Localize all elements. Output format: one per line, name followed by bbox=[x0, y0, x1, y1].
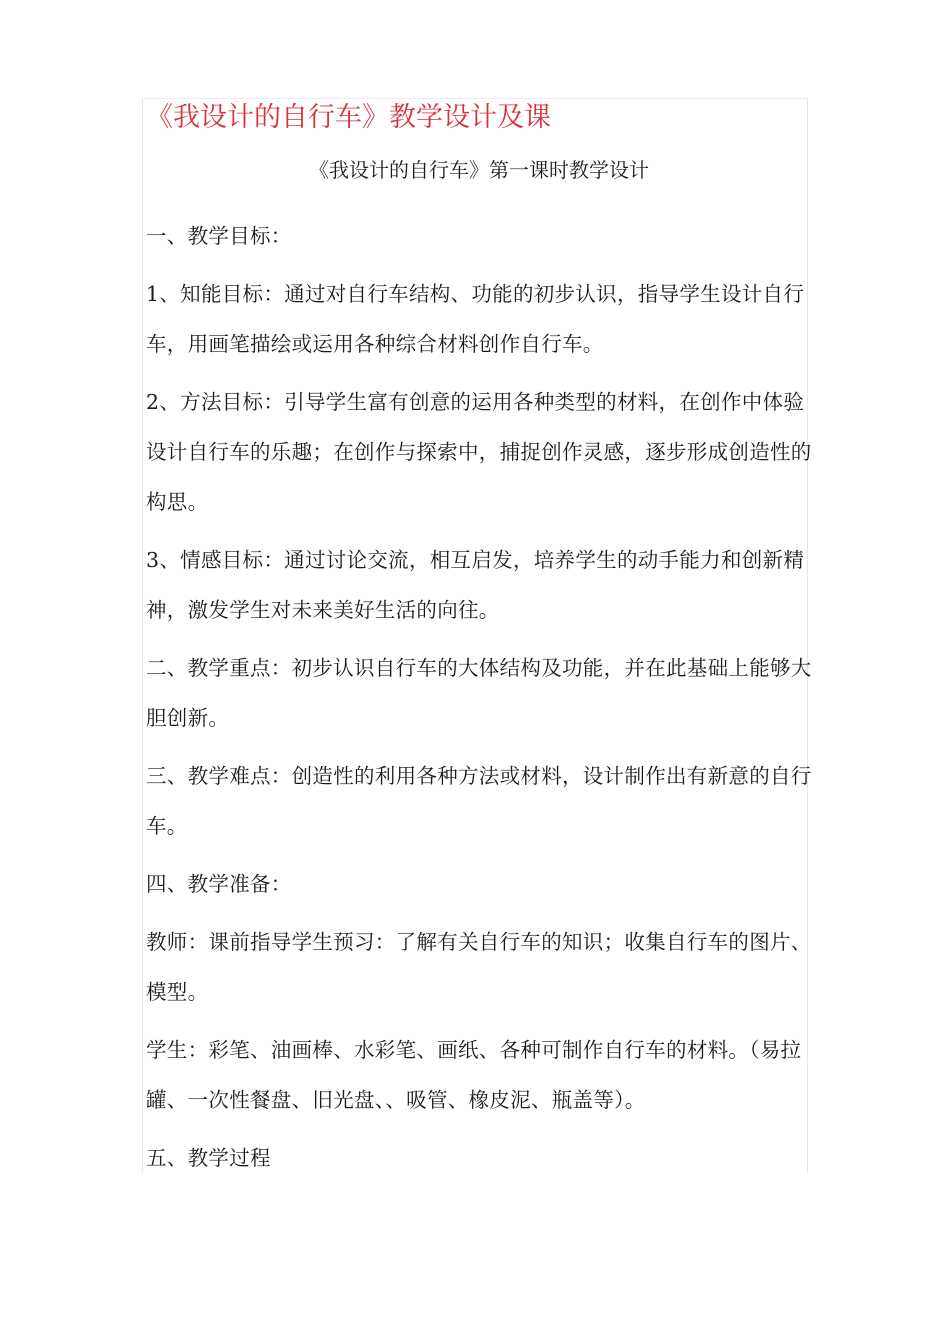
section-preparation-heading: 四、教学准备： bbox=[146, 872, 292, 896]
objective-knowledge: 1、知能目标：通过对自行车结构、功能的初步认识，指导学生设计自行车，用画笔描绘或运用各种综合材料创作自行车。 bbox=[146, 282, 805, 356]
preparation-teacher: 教师：课前指导学生预习：了解有关自行车的知识；收集自行车的图片、模型。 bbox=[146, 930, 812, 1004]
section-key-points: 二、教学重点：初步认识自行车的大体结构及功能，并在此基础上能够大胆创新。 bbox=[146, 656, 812, 730]
preparation-student: 学生：彩笔、油画棒、水彩笔、画纸、各种可制作自行车的材料。（易拉罐、一次性餐盘、旧光盘、、吸管、橡皮泥、瓶盖等）。 bbox=[146, 1038, 802, 1112]
section-process-heading: 五、教学过程 bbox=[146, 1146, 271, 1170]
section-difficulties: 三、教学难点：创造性的利用各种方法或材料，设计制作出有新意的自行车。 bbox=[146, 764, 812, 838]
objective-emotion: 3、情感目标：通过讨论交流，相互启发，培养学生的动手能力和创新精神，激发学生对未来美好生活的向往。 bbox=[146, 548, 805, 622]
objective-method: 2、方法目标：引导学生富有创意的运用各种类型的材料，在创作中体验设计自行车的乐趣；在创作与探索中，捕捉创作灵感，逐步形成创造性的构思。 bbox=[146, 390, 812, 514]
document-subtitle: 《我设计的自行车》第一课时教学设计 bbox=[309, 158, 649, 182]
section-objectives-heading: 一、教学目标： bbox=[146, 224, 292, 248]
document-body bbox=[146, 211, 818, 1191]
document-title: 《我设计的自行车》教学设计及课 bbox=[146, 102, 551, 133]
